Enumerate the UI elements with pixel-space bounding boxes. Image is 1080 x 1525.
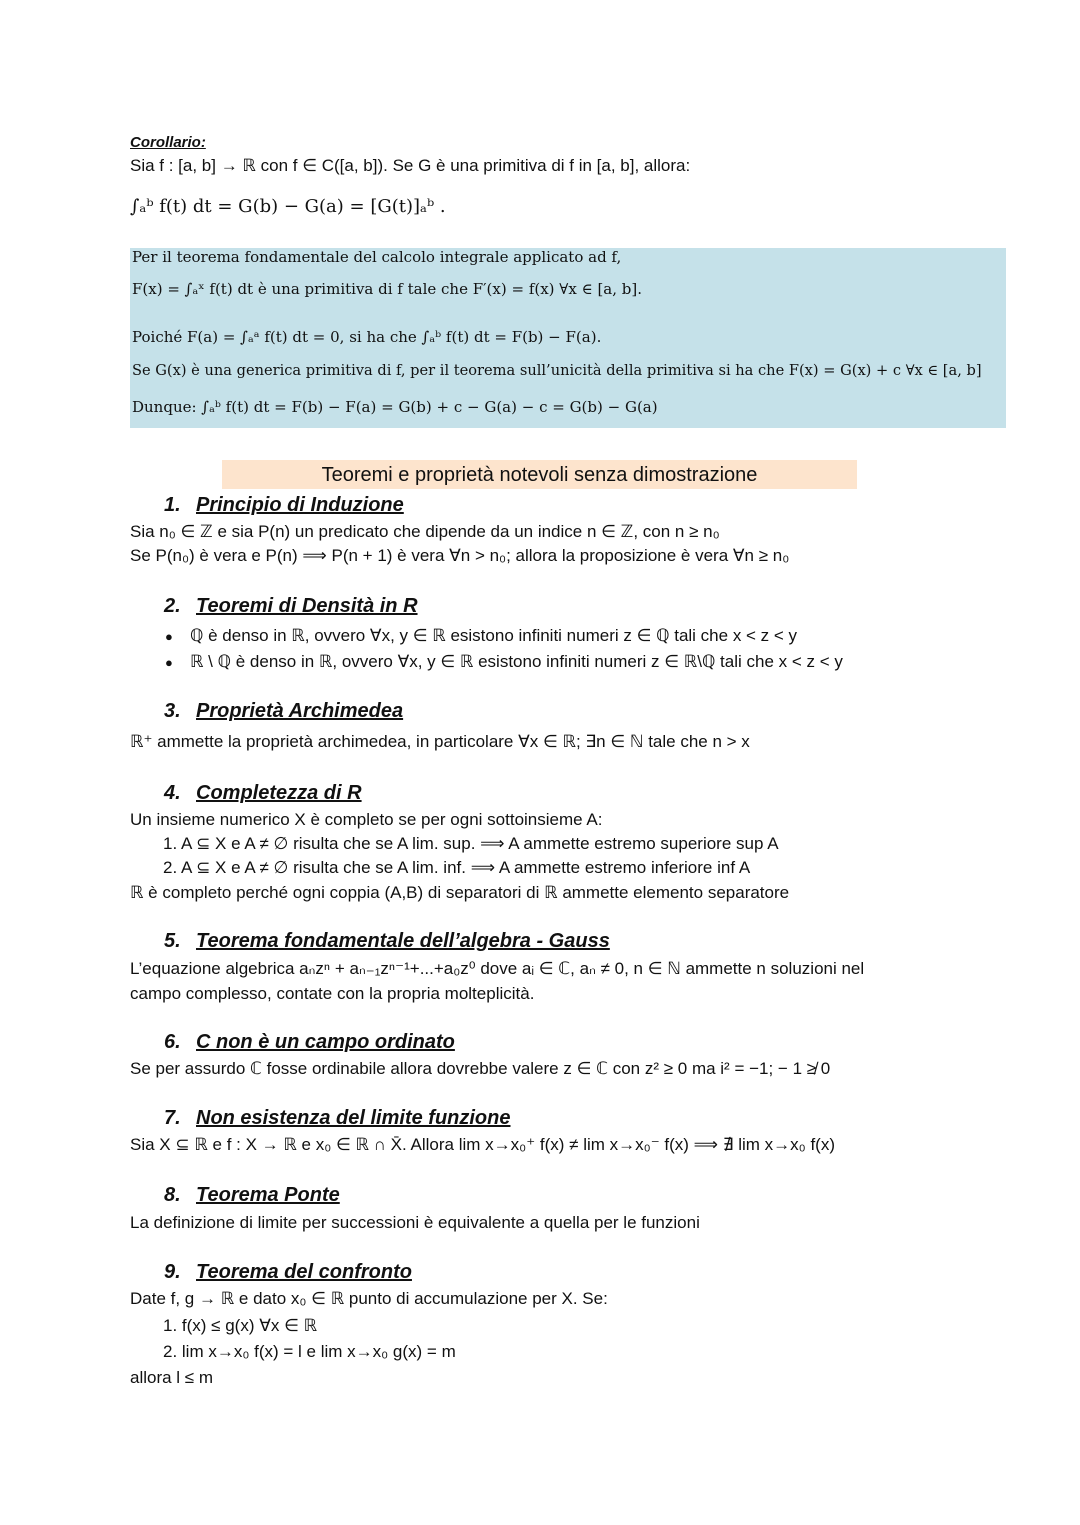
heading-campo-ordinato: 6. C non è un campo ordinato: [164, 1031, 455, 1053]
confronto-item-1: 1. f(x) ≤ g(x) ∀x ∈ ℝ: [163, 1316, 318, 1335]
densita-bullet-2: ● ℝ \ ℚ è denso in ℝ, ovvero ∀x, y ∈ ℝ esistono infiniti numeri z ∈ ℝ\ℚ tali che x < z < y: [165, 652, 843, 671]
confronto-line-2: allora l ≤ m: [130, 1368, 214, 1387]
densita-bullet-1: ● ℚ è denso in ℝ, ovvero ∀x, y ∈ ℝ esistono infiniti numeri z ∈ ℚ tali che x < z < y: [165, 626, 798, 645]
limite-line: Sia X ⊆ ℝ e f : X → ℝ e x₀ ∈ ℝ ∩ X̄. Allora lim x→x₀⁺ f(x) ≠ lim x→x₀⁻ f(x) ⟹ ∄ lim x→x₀ f(x): [130, 1135, 835, 1154]
induzione-line-2: Se P(n₀) è vera e P(n) ⟹ P(n + 1) è vera ∀n > n₀; allora la proposizione è vera ∀n ≥ n₀: [130, 546, 790, 565]
heading-ponte: 8. Teorema Ponte: [164, 1184, 340, 1206]
heading-limite: 7. Non esistenza del limite funzione: [164, 1107, 511, 1129]
heading-archimedea: 3. Proprietà Archimedea: [164, 700, 404, 722]
campo-ordinato-line: Se per assurdo ℂ fosse ordinabile allora dovrebbe valere z ∈ ℂ con z² ≥ 0 ma i² = −1; − 1 ≱ 0: [130, 1059, 831, 1078]
bullet-icon: ●: [165, 655, 173, 670]
completezza-line-1: Un insieme numerico X è completo se per ogni sottoinsieme A:: [130, 810, 603, 829]
confronto-line-1: Date f, g → ℝ e dato x₀ ∈ ℝ punto di accumulazione per X. Se:: [130, 1289, 608, 1308]
induzione-line-1: Sia n₀ ∈ ℤ e sia P(n) un predicato che dipende da un indice n ∈ ℤ, con n ≥ n₀: [130, 522, 720, 541]
proof-line-2: F(x) = ∫ₐˣ f(t) dt è una primitiva di f tale che F′(x) = f(x) ∀x ∈ [a, b].: [132, 280, 643, 298]
corollario-statement: Sia f : [a, b] → ℝ con f ∈ C([a, b]). Se G è una primitiva di f in [a, b], allora:: [130, 156, 691, 175]
heading-densita: 2. Teoremi di Densità in R: [164, 595, 418, 617]
heading-gauss: 5. Teorema fondamentale dell’algebra - Gauss: [164, 930, 610, 952]
confronto-item-2: 2. lim x→x₀ f(x) = l e lim x→x₀ g(x) = m: [163, 1342, 456, 1361]
section-banner: Teoremi e proprietà notevoli senza dimostrazione: [222, 460, 857, 489]
archimedea-line: ℝ⁺ ammette la proprietà archimedea, in particolare ∀x ∈ ℝ; ∃n ∈ ℕ tale che n > x: [130, 732, 750, 751]
corollario-formula: ∫ₐᵇ f(t) dt = G(b) − G(a) = [G(t)]ₐᵇ .: [130, 196, 446, 217]
completezza-item-2: 2. A ⊆ X e A ≠ ∅ risulta che se A lim. inf. ⟹ A ammette estremo inferiore inf A: [163, 858, 751, 877]
proof-line-1: Per il teorema fondamentale del calcolo integrale applicato ad f,: [132, 248, 622, 266]
heading-confronto: 9. Teorema del confronto: [164, 1261, 412, 1283]
gauss-line-1: L’equazione algebrica aₙzⁿ + aₙ₋₁zⁿ⁻¹+...+a₀z⁰ dove aᵢ ∈ ℂ, aₙ ≠ 0, n ∈ ℕ ammette n soluzioni nel: [130, 959, 865, 978]
corollario-title: Corollario:: [130, 134, 206, 151]
proof-box: [130, 248, 1006, 428]
completezza-line-2: ℝ è completo perché ogni coppia (A,B) di separatori di ℝ ammette elemento separatore: [130, 883, 790, 902]
gauss-line-2: campo complesso, contate con la propria molteplicità.: [130, 984, 535, 1003]
ponte-line: La definizione di limite per successioni è equivalente a quella per le funzioni: [130, 1213, 700, 1232]
proof-line-3: Poiché F(a) = ∫ₐᵃ f(t) dt = 0, si ha che ∫ₐᵇ f(t) dt = F(b) − F(a).: [132, 328, 602, 346]
completezza-item-1: 1. A ⊆ X e A ≠ ∅ risulta che se A lim. sup. ⟹ A ammette estremo superiore sup A: [163, 834, 779, 853]
heading-completezza: 4. Completezza di R: [164, 782, 362, 804]
heading-principio-induzione: 1. Principio di Induzione: [164, 494, 404, 516]
proof-line-4: Se G(x) è una generica primitiva di f, per il teorema sull’unicità della primitiva si ha che F(x) = G(x) + c ∀x ∈ [a, b]: [132, 362, 982, 379]
proof-line-5: Dunque: ∫ₐᵇ f(t) dt = F(b) − F(a) = G(b) + c − G(a) − c = G(b) − G(a): [132, 398, 658, 416]
bullet-icon: ●: [165, 629, 173, 644]
